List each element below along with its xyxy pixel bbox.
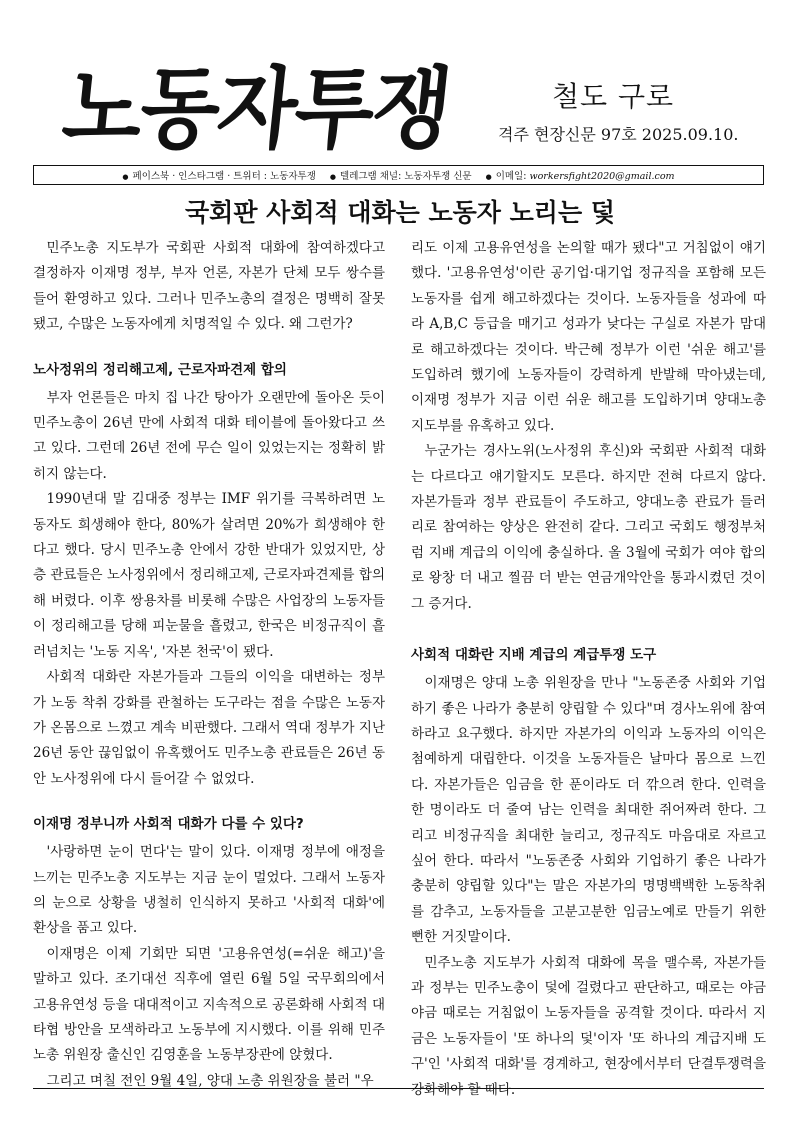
bottom-rule (33, 1088, 764, 1089)
contact-email-block (486, 168, 675, 182)
body-paragraph: 민주노총 지도부가 사회적 대화에 목을 맬수록, 자본가들과 정부는 민주노총이 덫에 걸렸다고 판단하고, 때로는 야금야금 때로는 거침없이 노동자들을 공격할 것이다. 따라서 지금은 노동자들이 '또 하나의 덫'이자 '또 하나의 계급지배 도구'인 '사회적 대화'를 경계하고, 현장에서부터 단결투쟁력을 강화해야 할 때다. (411, 954, 766, 1098)
left-column (33, 236, 385, 1094)
body-paragraph: 이재명은 양대 노총 위원장을 만나 "노동존중 사회와 기업하기 좋은 나라가 충분히 양립할 수 있다"며 경사노위에 참여하라고 요구했다. 하지만 자본가의 이익과 노동자의 이익은 첨예하게 대립한다. 이것을 노동자들은 날마다 몸으로 느낀다. 자본가들은 임금을 한 푼이라도 더 깎으려 한다. 인력을 한 명이라도 더 줄여 남는 인력을 최대한 쥐어짜려 한다. 그리고 비정규직을 최대한 늘리고, 정규직도 마음대로 자르고 싶어 한다. 따라서 "노동존중 사회와 기업하기 좋은 나라가 충분히 양립할 있다"는 말은 자본가의 명명백백한 노동착취를 감추고, 노동자들을 고분고분한 임금노예로 만들기 위한 뻔한 거짓말이다. (411, 675, 766, 946)
body-paragraph: 부자 언론들은 마치 집 나간 탕아가 오랜만에 돌아온 듯이 민주노총이 26년 만에 사회적 대화 테이블에 돌아왔다고 쓰고 있다. 그런데 26년 전에 무슨 일이 있었는지는 정확히 밝히지 않는다. (33, 389, 385, 482)
body-paragraph: 누군가는 경사노위(노사정위 후신)와 국회판 사회적 대화는 다르다고 얘기할지도 모른다. 하지만 전혀 다르지 않다. 자본가들과 정부 관료들이 주도하고, 양대노총 관료가 들러리로 참여하는 양상은 완전히 같다. 그리고 국회도 행정부처럼 지배 계급의 이익에 충실하다. 올 3월에 국회가 여야 합의로 왕창 더 내고 찔끔 더 받는 연금개악안을 통과시켰던 것이 그 증거다. (411, 443, 766, 612)
email-label: 이메일: (495, 171, 527, 182)
body-paragraph: 사회적 대화란 자본가들과 그들의 이익을 대변하는 정부가 노동 착취 강화를 관철하는 도구라는 점을 수많은 노동자가 온몸으로 느꼈고 계속 비판했다. 그래서 역대 정부가 지난 26년 동안 끊임없이 유혹했어도 민주노총 관료들은 26년 동안 노사정위에 다시 들어갈 수 없었다. (33, 669, 385, 787)
edition-name: 철도 구로 (552, 80, 675, 113)
body-paragraph-continued: 리도 이제 고용유연성을 논의할 때가 됐다"고 거침없이 얘기했다. '고용유연성'이란 공기업·대기업 정규직을 포함해 모든 노동자를 쉽게 해고하겠다는 것이다. 노동자들을 성과에 따라 A,B,C 등급을 매기고 성과가 낮다는 구실로 자본가 맘대로 해고하겠다는 것이다. 박근혜 정부가 이런 '쉬운 해고'를 도입하려 했기에 노동자들이 강력하게 반발해 막아냈는데, 이재명 정부가 지금 이런 쉬운 해고를 도입하기며 양대노총 지도부를 유혹하고 있다. (411, 240, 766, 434)
issue-info: 격주 현장신문 97호 2025.09.10. (498, 125, 739, 144)
email-address[interactable]: workersfight2020@gmail.com (529, 171, 675, 182)
contact-telegram: ● 텔레그램 채널: 노동자투쟁 신문 (330, 168, 472, 182)
body-paragraph: 1990년대 말 김대중 정부는 IMF 위기를 극복하려면 노동자도 희생해야 한다, 80%가 살려면 20%가 희생해야 한다고 했다. 당시 민주노총 안에서 강한 반대가 있었지만, 상층 관료들은 노사정위에서 정리해고제, 근로자파견제를 합의해 버렸다. 이후 쌍용차를 비롯해 수많은 사업장의 노동자들이 정리해고를 당해 피눈물을 흘렸고, 한국은 비정규직이 흘러넘치는 '노동 지옥', '자본 천국'이 됐다. (33, 491, 385, 660)
intro-paragraph: 민주노총 지도부가 국회판 사회적 대화에 참여하겠다고 결정하자 이재명 정부, 부자 언론, 자본가 단체 모두 쌍수를 들어 환영하고 있다. 그러나 민주노총의 결정은 명백히 잘못됐고, 수많은 노동자에게 치명적일 수 있다. 왜 그런가? (33, 240, 385, 333)
body-paragraph: 이재명은 이제 기회만 되면 '고용유연성(=쉬운 해고)'을 말하고 있다. 조기대선 직후에 열린 6월 5일 국무회의에서 고용유연성 등을 대대적이고 지속적으로 공론화해 사회적 대타협 방안을 모색하라고 노동부에 지시했다. 이를 위해 민주노총 위원장 출신인 김영훈을 노동부장관에 앉혔다. (33, 945, 385, 1064)
body-paragraph-split: 그리고 며칠 전인 9월 4일, 양대 노총 위원장을 불러 "우 (46, 1072, 374, 1089)
section-heading: 사회적 대화란 지배 계급의 계급투쟁 도구 (411, 647, 657, 664)
contact-sns: ● 페이스북 · 인스타그램 · 트위터 : 노동자투쟁 (122, 168, 315, 182)
section-heading: 노사정위의 정리해고제, 근로자파견제 합의 (33, 361, 287, 378)
article-headline: 국회판 사회적 대화는 노동자 노리는 덫 (185, 198, 615, 227)
section-heading: 이재명 정부니까 사회적 대화가 다를 수 있다? (33, 816, 304, 833)
contact-bar (33, 165, 764, 185)
right-column (411, 236, 766, 1103)
body-paragraph: '사랑하면 눈이 먼다'는 말이 있다. 이재명 정부에 애정을 느끼는 민주노총 지도부는 지금 눈이 멀었다. 그래서 노동자의 눈으로 상황을 냉철히 인식하지 못하고 '사회적 대화'에 환상을 품고 있다. (33, 844, 385, 937)
newspaper-logo: 노동자투쟁 (58, 58, 455, 162)
masthead (40, 40, 760, 165)
